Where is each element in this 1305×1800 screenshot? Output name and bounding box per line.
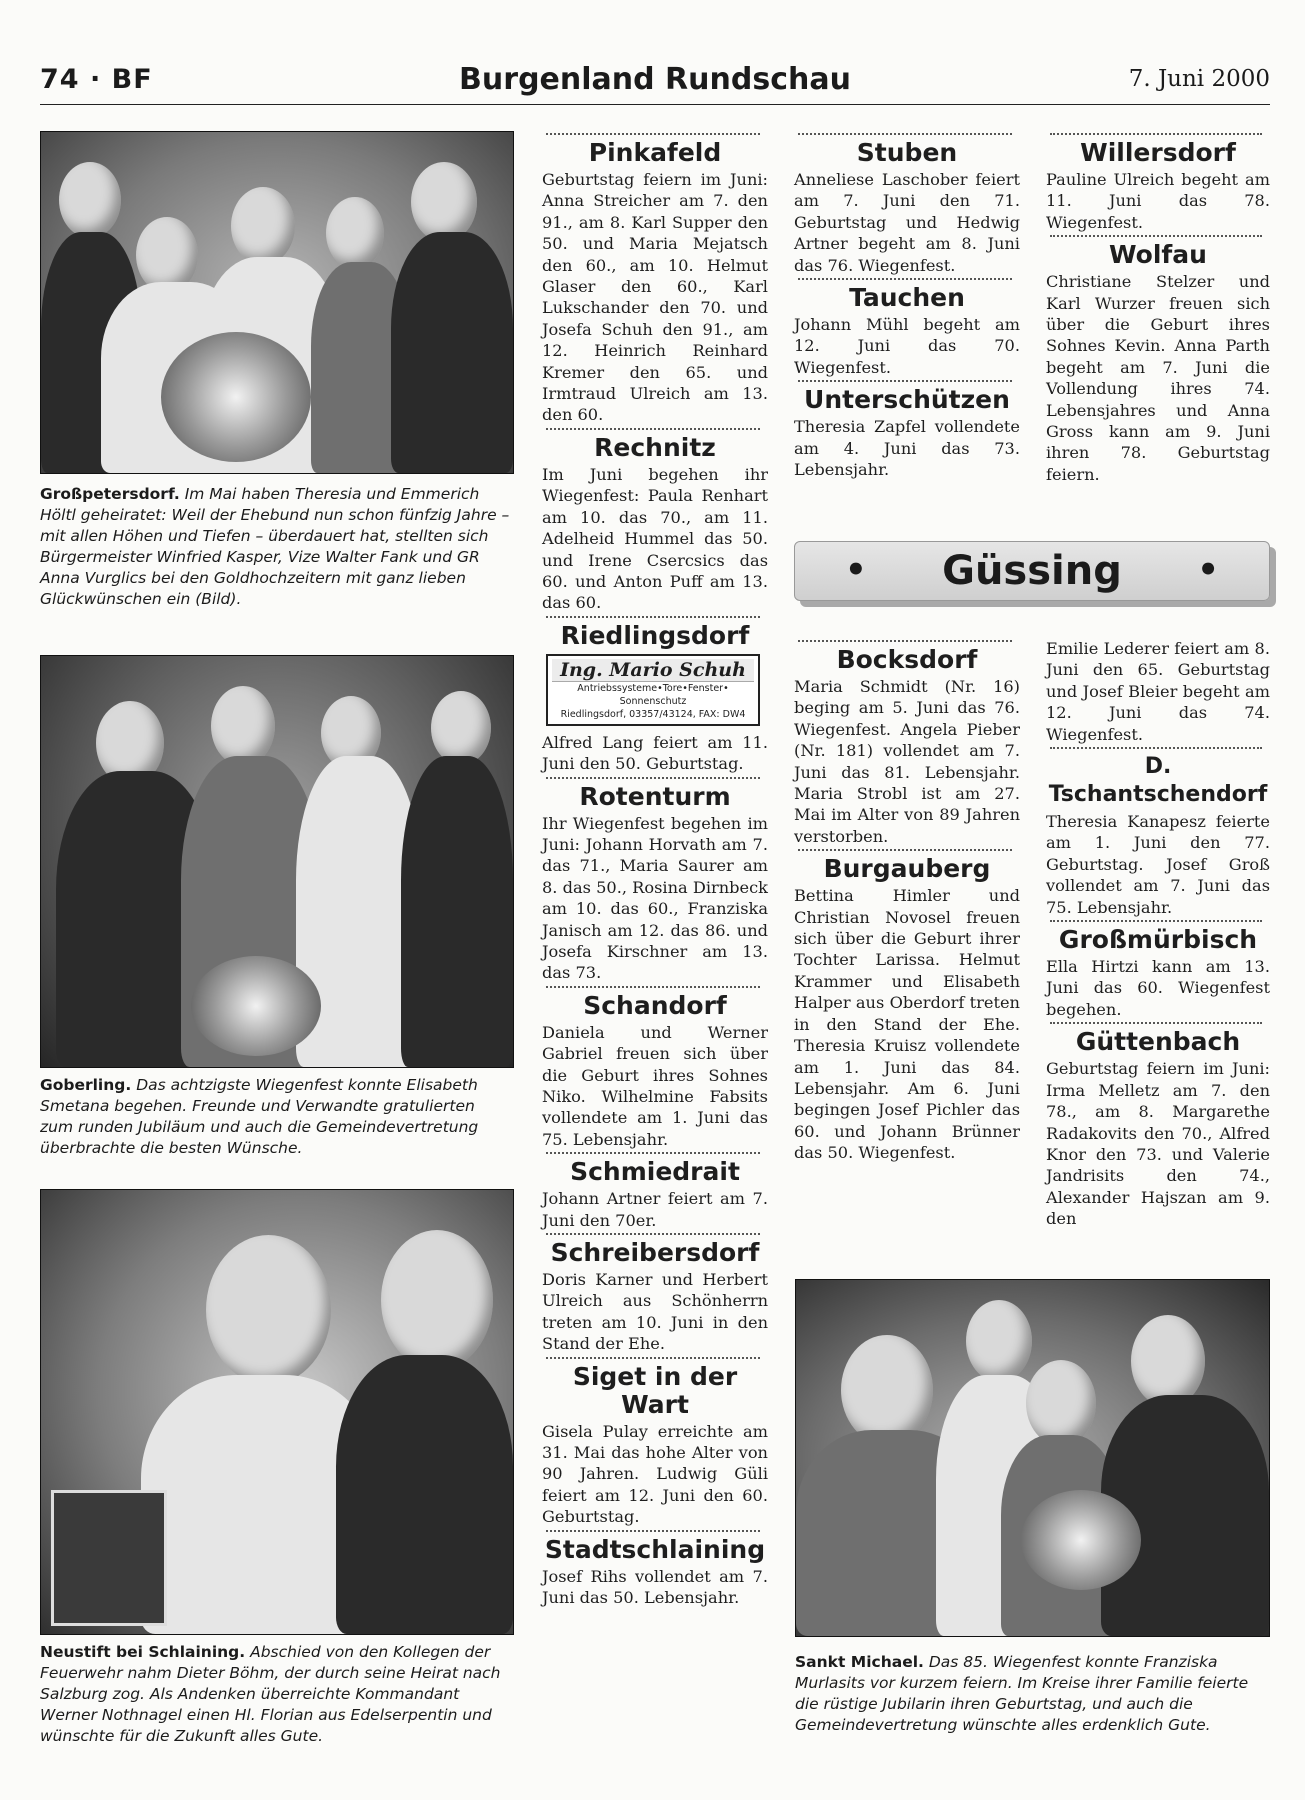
place-heading: D. Tschantschendorf [1048, 754, 1268, 808]
caption-goberling: Goberling. Das achtzigste Wiegenfest konnte Elisabeth Smetana begehen. Freunde und Verwandte gratulierten zum runden Jubiläum und auch die Gemeindevertretung überbrachte die besten Wünsche. [40, 1076, 479, 1157]
place-heading: Stadtschlaining [544, 1534, 766, 1564]
place-text: Josef Rihs vollendet am 7. Juni das 50. Lebensjahr. [542, 1566, 768, 1608]
place-heading: Burgauberg [823, 854, 991, 884]
list-item [1046, 1022, 1270, 1229]
caption-grosspetersdorf: Großpetersdorf. Im Mai haben Theresia und Emmerich Höltl geheiratet: Weil der Ehebund nun schon fünfzig Jahre – mit allen Höhen und Tiefen – überdauert hat, stellten sich Bürgermeister Winfried Kasper, Vize Walter Fank und GR Anna Vurglics bei den Goldhochzeitern mit ganz lieben Glückwünschen ein (Bild). [40, 485, 510, 608]
advertisement-box [546, 654, 760, 726]
caption-neustift: Neustift bei Schlaining. Abschied von den Kollegen der Feuerwehr nahm Dieter Böhm, der durch seine Heirat nach Salzburg zog. Als Andenken überreichte Kommandant Werner Nothnagel einen Hl. Florian aus Edelserpentin und wünschte für die Zukunft alles Gute. [40, 1643, 501, 1745]
list-item [794, 849, 1020, 1163]
list-item [542, 616, 768, 775]
place-text: Doris Karner und Herbert Ulreich aus Schönherrn treten am 10. Juni in den Stand der Ehe. [542, 1270, 768, 1354]
photo-neustift [40, 1189, 514, 1635]
place-text: Geburtstag feiern im Juni: Irma Melletz am 7. den 78., am 8. Margarethe Radakovits den 70., Alfred Knor den 73. und Valerie Jandrisits den 74., Alexander Hajszan am 9. den [1046, 1059, 1270, 1229]
ad-company-name: Ing. Mario Schuh [552, 659, 754, 682]
place-text: Geburtstag feiern im Juni: Anna Streicher am 7. den 91., am 8. Karl Supper den 50. und Maria Mejatsch den 60., am 10. Helmut Glaser den 60., Karl Lukschander den 70. und Josefa Schuh den 91., am 12. Heinrich Reinhard Kremer den 65. und Irmtraud Ulreich am 13. den 60. [542, 170, 768, 425]
place-text: Im Juni begehen ihr Wiegenfest: Paula Renhart am 10. das 70., am 11. Adelheid Hummel das 50. und Irene Csercsics das 60. und Anton Puff am 13. das 60. [542, 464, 768, 613]
place-heading: Siget in der Wart [572, 1361, 738, 1419]
place-text: Johann Mühl begeht am 12. Juni das 70. Wiegenfest. [794, 315, 1020, 377]
list-item [1046, 920, 1270, 1020]
place-text: Gisela Pulay erreichte am 31. Mai das hohe Alter von 90 Jahren. Ludwig Güli feiert am 12. Juni den 60. Geburtstag. [542, 1421, 768, 1527]
place-heading: Riedlingsdorf [560, 620, 750, 650]
place-heading: Willersdorf [1080, 138, 1236, 167]
place-text: Ella Hirtzi kann am 13. Juni das 60. Wiegenfest begehen. [1046, 957, 1270, 1019]
bullet-icon: • [1197, 550, 1219, 590]
publication-date: 7. Juni 2000 [1128, 66, 1270, 92]
bullet-icon: • [845, 550, 867, 590]
place-text: Johann Artner feiert am 7. Juni den 70er. [542, 1189, 768, 1230]
place-heading: Unterschützen [804, 385, 1010, 415]
place-heading: Güttenbach [1075, 1027, 1241, 1057]
photo-grosspetersdorf [40, 131, 514, 474]
column-3-bottom [794, 638, 1020, 1164]
place-text: Pauline Ulreich begeht am 11. Juni das 78. Wiegenfest. [1046, 170, 1270, 232]
list-item [542, 133, 768, 426]
place-heading: Schreibersdorf [550, 1238, 760, 1268]
page-number: 74 · BF [40, 64, 153, 95]
column-3-top [794, 131, 1020, 480]
list-item [542, 777, 768, 984]
place-heading: Tauchen [849, 283, 965, 313]
list-item [794, 278, 1020, 378]
list-item [1046, 133, 1270, 233]
place-text: Emilie Lederer feiert am 8. Juni den 65. Geburtstag und Josef Bleier begeht am 12. Juni das 74. Wiegenfest. [1046, 639, 1270, 744]
photo-goberling [40, 655, 514, 1068]
place-heading: Schmiedrait [570, 1157, 740, 1187]
list-item [542, 1357, 768, 1528]
list-item [794, 133, 1020, 276]
place-text: Bettina Himler und Christian Novosel freuen sich über die Geburt ihrer Tochter Larissa. Helmut Krammer und Elisabeth Halper aus Oberdorf treten in den Stand der Ehe. Theresia Kruisz vollendete am 1. Juni das 84. Lebensjahr. Am 6. Juni begingen Josef Pichler das 60. und Johann Brünner das 50. Wiegenfest. [794, 886, 1020, 1163]
list-item [542, 1233, 768, 1355]
list-item [794, 640, 1020, 847]
caption-sankt-michael: Sankt Michael. Das 85. Wiegenfest konnte Franziska Murlasits vor kurzem feiern. Im Kreise ihrer Familie feierte die rüstige Jubilarin ihren Geburtstag, und auch die Gemeindevertretung wünschte alles erdenklich Gute. [795, 1653, 1249, 1734]
place-heading: Wolfau [1109, 240, 1207, 270]
photo-sankt-michael [795, 1279, 1270, 1637]
place-text: Theresia Zapfel vollendete am 4. Juni das 73. Lebensjahr. [794, 417, 1020, 480]
column-4-top [1046, 131, 1270, 485]
place-text: Christiane Stelzer und Karl Wurzer freuen sich über die Geburt ihres Sohnes Kevin. Anna Parth begeht am 7. Juni die Vollendung ihres 74. Lebensjahres und Anna Gross kann am 9. Juni ihren 78. Geburtstag feiern. [1046, 272, 1270, 484]
place-heading: Rotenturm [579, 781, 731, 811]
list-item [1046, 235, 1270, 485]
place-text: Daniela und Werner Gabriel freuen sich über die Geburt ihres Sohnes Niko. Wilhelmine Fabsits vollendete am 1. Juni das 75. Lebensjahr. [542, 1022, 768, 1149]
ad-services: Antriebssysteme•Tore•Fenster• Sonnenschutz [577, 682, 729, 707]
publication-title: Burgenland Rundschau [459, 62, 851, 97]
place-heading: Bocksdorf [836, 645, 978, 674]
section-title: Güssing [942, 548, 1122, 594]
place-text: Maria Schmidt (Nr. 16) beging am 5. Juni das 76. Wiegenfest. Angela Pieber (Nr. 181) vollendet am 7. Juni das 81. Lebensjahr. Maria Strobl ist am 27. Mai im Alter von 89 Jahren verstorben. [794, 677, 1020, 846]
list-item [1046, 747, 1270, 918]
place-text: Anneliese Laschober feiert am 7. Juni den 71. Geburtstag und Hedwig Artner begeht am 8. Juni das 76. Wiegenfest. [794, 170, 1020, 275]
place-heading: Stuben [856, 138, 958, 167]
place-text: Ihr Wiegenfest begehen im Juni: Johann Horvath am 7. das 71., Maria Saurer am 8. das 50., Rosina Dirnbeck am 10. das 60., Franziska Janisch am 12. das 86. und Josefa Kirschner am 13. das 73. [542, 813, 768, 983]
place-text: Alfred Lang feiert am 11. Juni den 50. Geburtstag. [542, 732, 768, 774]
place-heading: Pinkafeld [588, 138, 722, 167]
place-heading: Großmürbisch [1058, 925, 1258, 955]
list-item [542, 986, 768, 1150]
list-item [794, 380, 1020, 480]
list-item [542, 1152, 768, 1231]
place-text: Theresia Kanapesz feierte am 1. Juni den 77. Geburtstag. Josef Groß vollendet am 7. Juni das 75. Lebensjahr. [1046, 812, 1270, 917]
place-heading: Rechnitz [594, 432, 716, 462]
list-item [542, 1530, 768, 1609]
column-mid [542, 131, 768, 1609]
list-item [542, 428, 768, 614]
page-header [40, 62, 1270, 105]
section-banner [794, 541, 1270, 601]
column-4-bottom [1046, 638, 1270, 1230]
ad-contact: Riedlingsdorf, 03357/43124, FAX: DW4 [560, 708, 746, 720]
place-heading: Schandorf [583, 990, 727, 1020]
